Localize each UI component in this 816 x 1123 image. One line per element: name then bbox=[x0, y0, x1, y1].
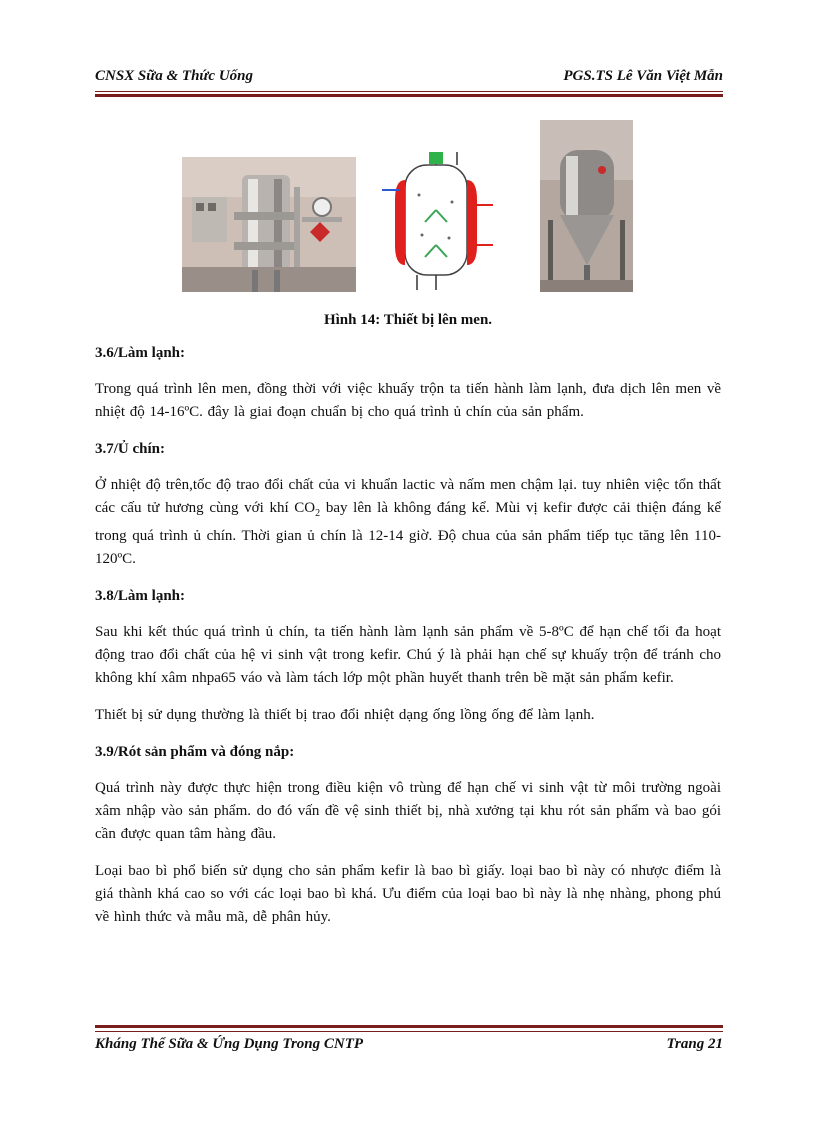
page-header bbox=[95, 68, 723, 90]
footer-topic: Kháng Thể Sữa & Ứng Dụng Trong CNTP bbox=[95, 1036, 364, 1052]
paragraph: Ở nhiệt độ trên,tốc độ trao đổi chất của vi khuẩn lactic và nấm men chậm lại. tuy nhiên việc tổn thất các cấu tử hương cùng với khí $CO_2$ bay lên là không đáng kể. Mùi vị kefir được cải thiện đáng kể trong quá trình ủ chín. Thời gian ủ chín là 12-14 giờ. Độ chua của sản phẩm tiếp tục tăng lên 110-120ºC. bbox=[95, 477, 721, 567]
paragraph: Loại bao bì phổ biến sử dụng cho sản phẩm kefir là bao bì giấy. loại bao bì này có nhược điểm là giá thành khá cao so với các loại bao bì khá. Ưu điểm của loại bao bì này là nhẹ nhàng, phong phú về hình thức và mẫu mã, dễ phân hủy. bbox=[95, 863, 721, 925]
paragraph: Trong quá trình lên men, đồng thời với việc khuấy trộn ta tiến hành làm lạnh, đưa dịch lên men về nhiệt độ 14-16ºC. đây là giai đoạn chuẩn bị cho quá trình ủ chín của sản phẩm. bbox=[95, 381, 721, 420]
footer-rule-thick bbox=[95, 1025, 723, 1028]
footer-rule-thin bbox=[95, 1031, 723, 1032]
header-author: PGS.TS Lê Văn Việt Mẫn bbox=[563, 68, 723, 84]
fermenter-photo-2 bbox=[540, 120, 633, 292]
fermenter-diagram bbox=[377, 150, 495, 295]
header-course-title: CNSX Sữa & Thức Uống bbox=[95, 68, 254, 84]
body-content bbox=[95, 342, 721, 943]
paragraph: Quá trình này được thực hiện trong điều kiện vô trùng để hạn chế vi sinh vật từ môi trường ngoài xâm nhập vào sản phẩm. do đó vấn đề vệ sinh thiết bị, nhà xưởng tại khu rót sản phẩm và bao gói cần được quan tâm hàng đầu. bbox=[95, 780, 721, 842]
section-title: 3.8/Làm lạnh: bbox=[95, 588, 186, 604]
section-title: 3.9/Rót sản phẩm và đóng nắp: bbox=[95, 744, 295, 760]
page-number: Trang 21 bbox=[666, 1036, 723, 1052]
fermenter-photo-1 bbox=[182, 157, 356, 292]
figure-caption: Hình 14: Thiết bị lên men. bbox=[323, 312, 493, 328]
figure-row bbox=[0, 120, 816, 295]
paragraph: Thiết bị sử dụng thường là thiết bị trao đổi nhiệt dạng ống lồng ống để làm lạnh. bbox=[95, 707, 595, 723]
page-footer bbox=[95, 1036, 723, 1058]
section-title: 3.6/Làm lạnh: bbox=[95, 345, 186, 361]
paragraph: Sau khi kết thúc quá trình ủ chín, ta tiến hành làm lạnh sản phẩm về 5-8ºC để hạn chế tối đa hoạt động trao đổi chất của hệ vi sinh vật trong kefir. Chú ý là phải hạn chế sự khuấy trộn để tránh cho không khí xâm nhpa65 váo và làm tách lớp một phần huyết thanh trên bề mặt sản phẩm kefir. bbox=[95, 624, 721, 686]
section-title: 3.7/Ủ chín: bbox=[95, 441, 166, 457]
header-rule-thick bbox=[95, 94, 723, 97]
header-rule-thin bbox=[95, 91, 723, 92]
